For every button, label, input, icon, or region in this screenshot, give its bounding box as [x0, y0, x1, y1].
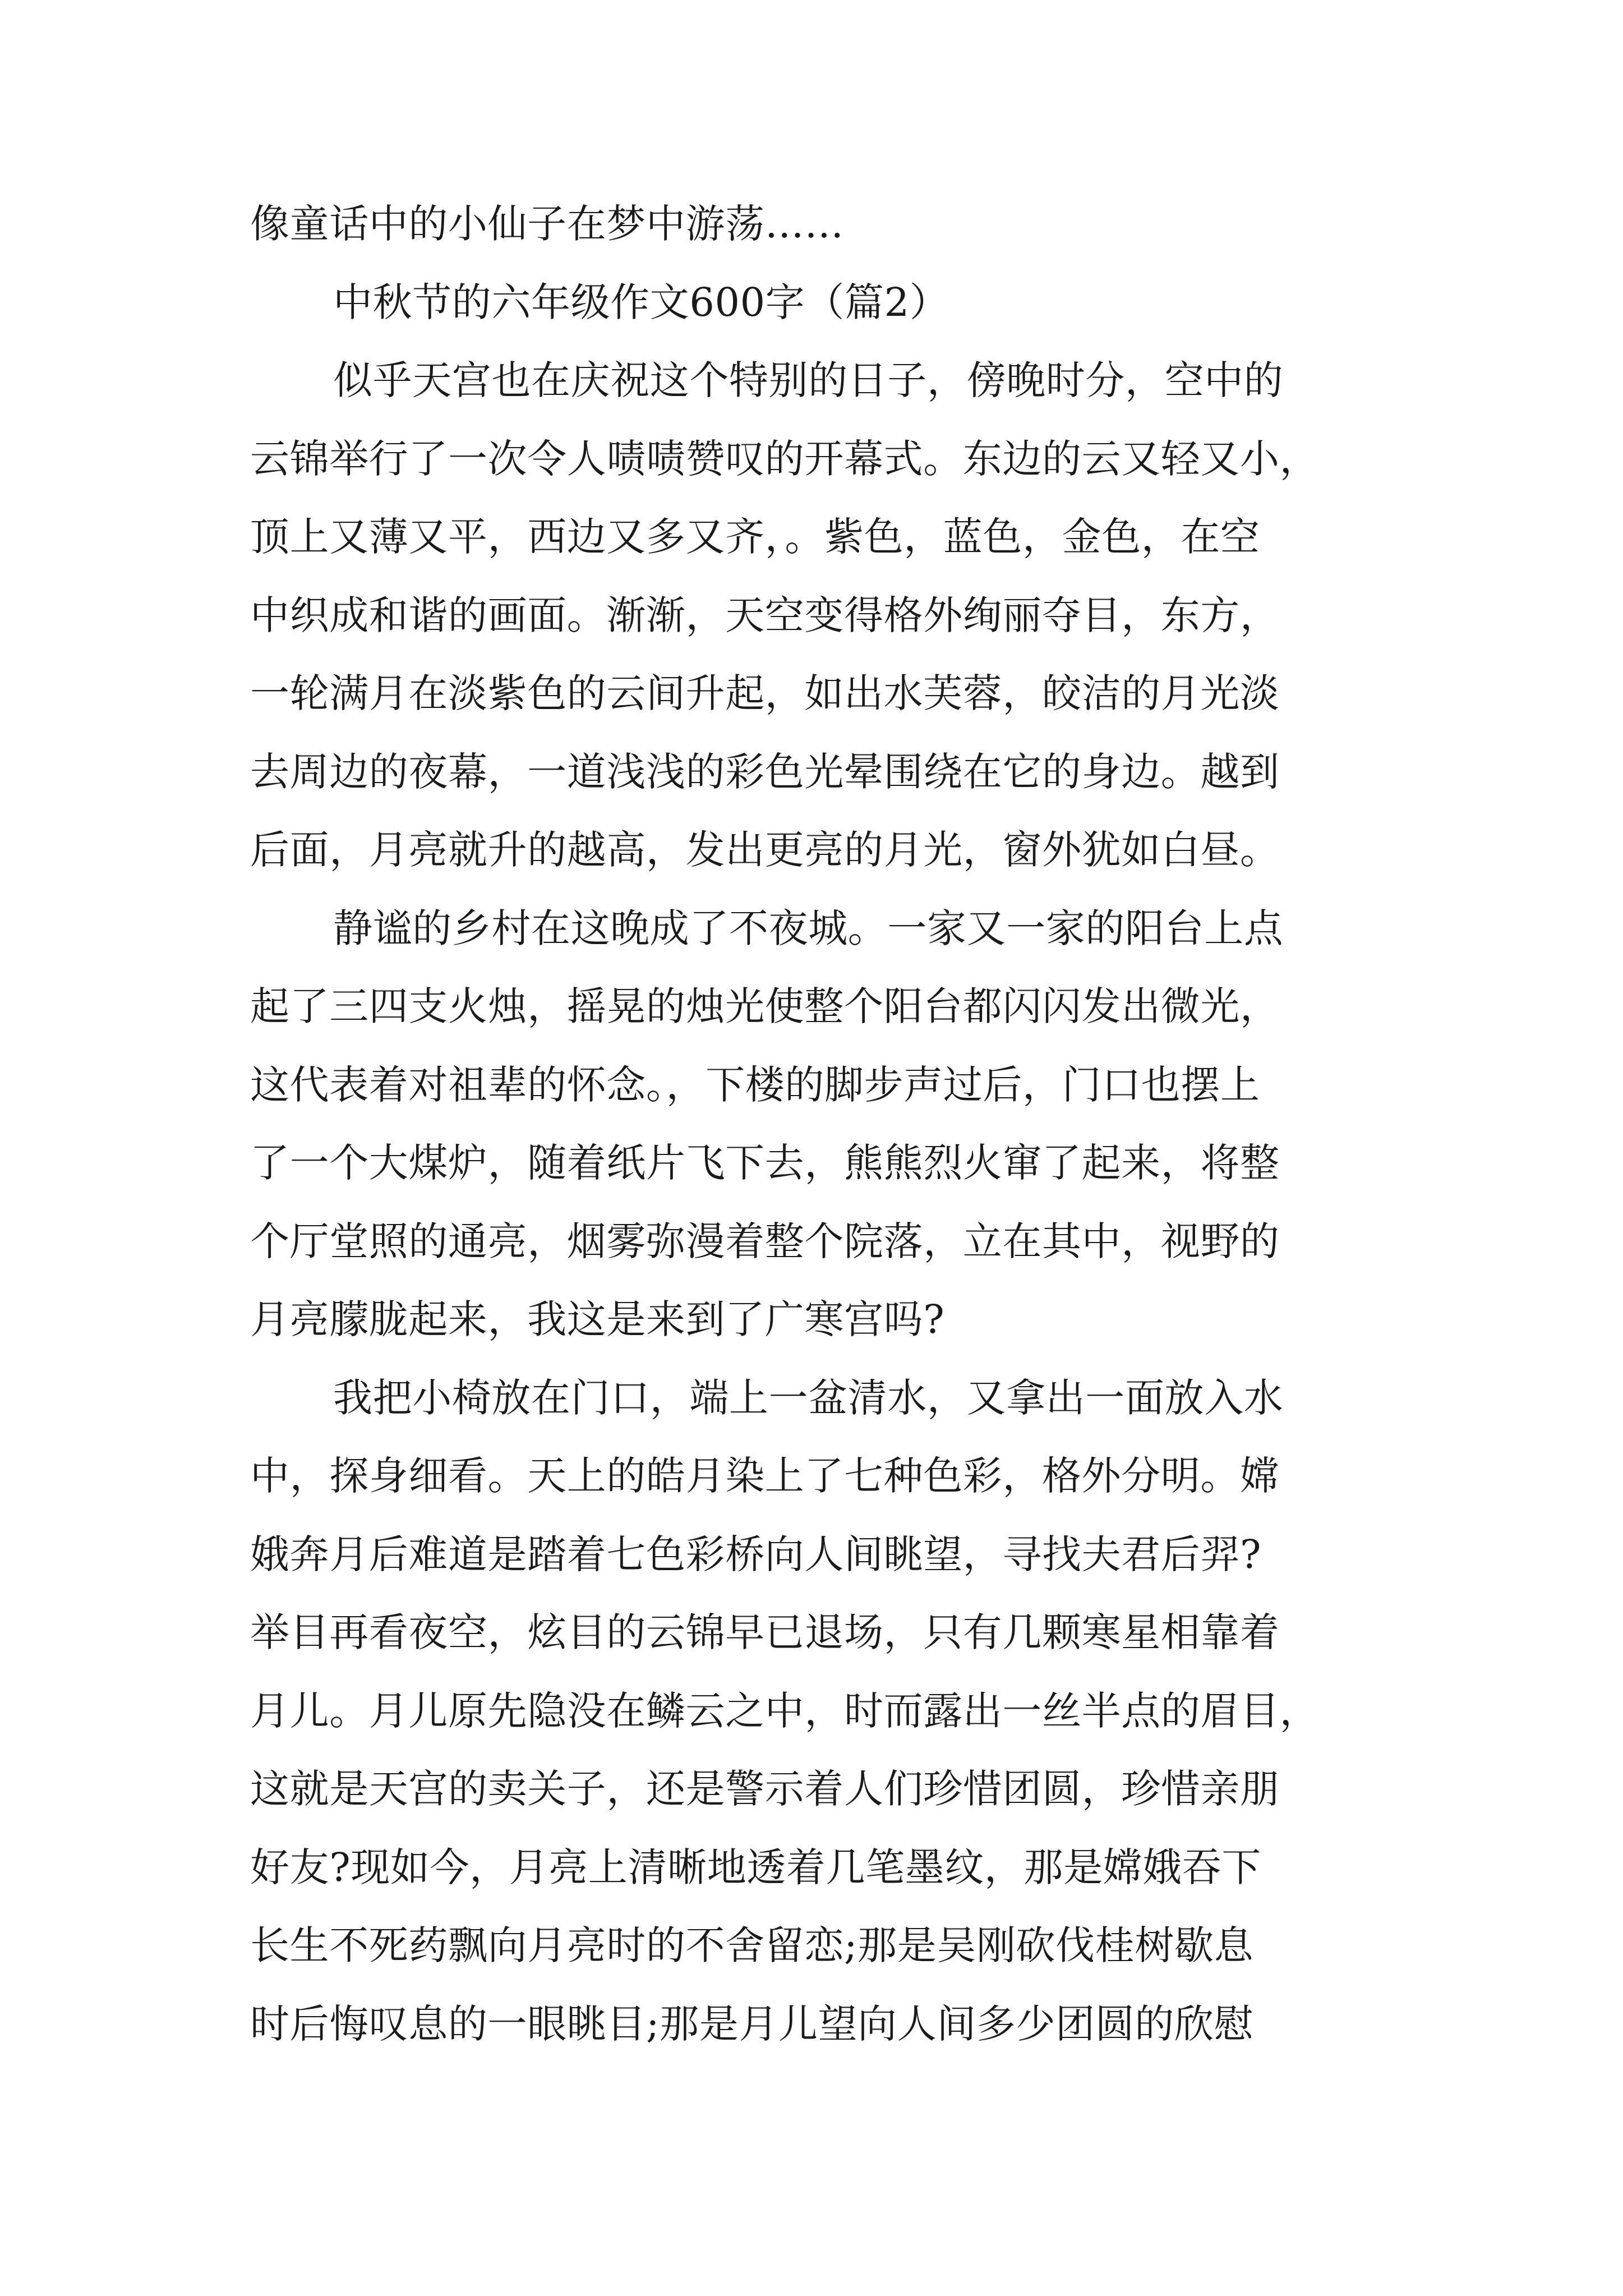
text-line: 像童话中的小仙子在梦中游荡…… — [250, 201, 844, 247]
paragraph-start-line: 似乎天宫也在庆祝这个特别的日子，傍晚时分，空中的 — [333, 357, 1284, 403]
text-line: 云锦举行了一次令人啧啧赞叹的开幕式。东边的云又轻又小， — [250, 435, 1320, 482]
text-line: 一轮满月在淡紫色的云间升起，如出水芙蓉，皎洁的月光淡 — [250, 670, 1280, 716]
text-line: 了一个大煤炉，随着纸片飞下去，熊熊烈火窜了起来，将整 — [250, 1140, 1280, 1186]
text-line: 长生不死药飘向月亮时的不舍留恋;那是吴刚砍伐桂树歇息 — [250, 1922, 1254, 1968]
text-line: 顶上又薄又平，西边又多又齐，。紫色，蓝色，金色，在空 — [250, 514, 1260, 560]
text-line: 月亮朦胧起来，我这是来到了广寒宫吗? — [250, 1296, 945, 1342]
paragraph-start-line: 我把小椅放在门口，端上一盆清水，又拿出一面放入水 — [333, 1374, 1284, 1421]
text-line: 娥奔月后难道是踏着七色彩桥向人间眺望，寻找夫君后羿? — [250, 1531, 1262, 1577]
paragraph-start-line: 静谧的乡村在这晚成了不夜城。一家又一家的阳台上点 — [333, 905, 1284, 951]
text-line: 好友?现如今，月亮上清晰地透着几笔墨纹，那是嫦娥吞下 — [250, 1844, 1262, 1890]
text-line: 中，探身细看。天上的皓月染上了七种色彩，格外分明。嫦 — [250, 1453, 1280, 1499]
essay-body — [250, 185, 1390, 2063]
text-line: 这就是天宫的卖关子，还是警示着人们珍惜团圆，珍惜亲朋 — [250, 1766, 1280, 1812]
text-line: 这代表着对祖辈的怀念。，下楼的脚步声过后，门口也摆上 — [250, 1061, 1260, 1108]
text-line: 个厅堂照的通亮，烟雾弥漫着整个院落，立在其中，视野的 — [250, 1218, 1280, 1264]
text-line: 后面，月亮就升的越高，发出更亮的月光，窗外犹如白昼。 — [250, 827, 1280, 873]
text-line: 月儿。月儿原先隐没在鳞云之中，时而露出一丝半点的眉目， — [250, 1687, 1320, 1734]
text-line: 中织成和谐的画面。渐渐，天空变得格外绚丽夺目，东方， — [250, 592, 1280, 638]
text-line: 举目再看夜空，炫目的云锦早已退场，只有几颗寒星相靠着 — [250, 1609, 1280, 1655]
text-line: 去周边的夜幕，一道浅浅的彩色光晕围绕在它的身边。越到 — [250, 748, 1280, 795]
text-line: 时后悔叹息的一眼眺目;那是月儿望向人间多少团圆的欣慰 — [250, 2000, 1254, 2047]
essay-title-line: 中秋节的六年级作文600字（篇2） — [333, 279, 949, 325]
text-line: 起了三四支火烛，摇晃的烛光使整个阳台都闪闪发出微光， — [250, 983, 1280, 1029]
